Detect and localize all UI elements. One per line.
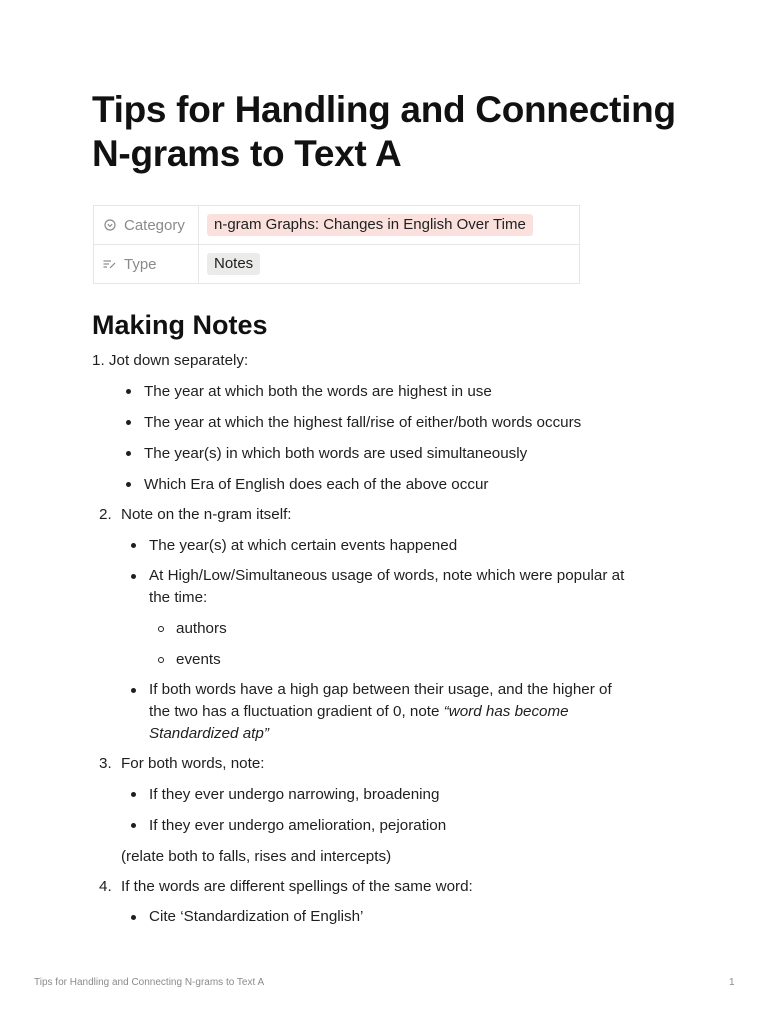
list-item-1	[92, 350, 248, 372]
list-marker-4: 4.	[99, 878, 112, 895]
bullet-dot	[126, 451, 131, 456]
list-item-2-text: Note on the n-gram itself:	[121, 506, 292, 523]
text-lines-icon	[103, 258, 116, 271]
category-tag[interactable]: n-gram Graphs: Changes in English Over Time	[207, 214, 533, 236]
list-item-1-bullet-3: The year(s) in which both words are used simultaneously	[144, 445, 528, 462]
list-item-2-bullet-1: The year(s) at which certain events happened	[149, 537, 458, 554]
property-row-type	[94, 245, 579, 283]
list-item-1-text: Jot down separately:	[108, 352, 249, 369]
section-heading: Making Notes	[92, 310, 268, 340]
property-key-category	[94, 206, 199, 244]
list-marker-2: 2.	[99, 506, 112, 523]
list-item-3-note: (relate both to falls, rises and intercepts)	[121, 848, 392, 865]
bullet-dot	[131, 823, 136, 828]
list-item-2-bullet-3-line-3	[149, 723, 269, 745]
bullet-dot	[131, 543, 136, 548]
sub-bullet-authors: authors	[176, 620, 227, 637]
category-label: Category	[124, 216, 185, 234]
type-tag[interactable]: Notes	[207, 253, 260, 275]
list-marker-3: 3.	[99, 755, 112, 772]
list-item-1-bullet-4: Which Era of English does each of the above occur	[144, 476, 489, 493]
select-circle-icon	[103, 219, 116, 232]
list-item-1-bullet-2: The year at which the highest fall/rise of either/both words occurs	[144, 414, 582, 431]
bullet-3-line-3-italic: Standardized atp”	[149, 725, 269, 742]
property-value-type[interactable]	[199, 245, 579, 283]
properties-table	[93, 205, 580, 284]
bullet-dot	[126, 482, 131, 487]
list-item-3-bullet-2: If they ever undergo amelioration, pejoration	[149, 817, 447, 834]
bullet-dot	[131, 688, 136, 693]
sub-bullet-circle	[158, 657, 164, 663]
footer-title: Tips for Handling and Connecting N-grams to Text A	[34, 977, 265, 988]
bullet-dot	[131, 792, 136, 797]
list-marker-1: 1.	[92, 352, 105, 369]
property-value-category[interactable]	[199, 206, 579, 244]
bullet-dot	[131, 915, 136, 920]
sub-bullet-events: events	[176, 651, 221, 668]
type-label: Type	[124, 255, 157, 273]
bullet-3-line-2-plain: the two has a fluctuation gradient of 0, note	[149, 703, 444, 720]
page-title: Tips for Handling and Connecting N-grams to Text A	[92, 89, 676, 174]
list-item-4-text: If the words are different spellings of the same word:	[121, 878, 473, 895]
list-item-3-bullet-1: If they ever undergo narrowing, broadening	[149, 786, 440, 803]
list-item-4-bullet-1: Cite ‘Standardization of English’	[149, 908, 364, 925]
bullet-3-line-2-italic: “word has become	[443, 703, 569, 720]
list-item-3-text: For both words, note:	[121, 755, 265, 772]
list-item-1-bullet-1: The year at which both the words are highest in use	[144, 383, 492, 400]
bullet-dot	[131, 574, 136, 579]
property-key-type	[94, 245, 199, 283]
sub-bullet-circle	[158, 626, 164, 632]
list-item-2-bullet-2-line-2: the time:	[149, 589, 208, 606]
list-item-2-bullet-3-line-1: If both words have a high gap between their usage, and the higher of	[149, 681, 612, 698]
list-item-2-bullet-2-line-1: At High/Low/Simultaneous usage of words, note which were popular at	[149, 567, 625, 584]
bullet-dot	[126, 389, 131, 394]
property-row-category	[94, 206, 579, 245]
bullet-dot	[126, 420, 131, 425]
footer-page-number: 1	[729, 977, 735, 988]
list-item-2-bullet-3-line-2	[149, 701, 569, 723]
